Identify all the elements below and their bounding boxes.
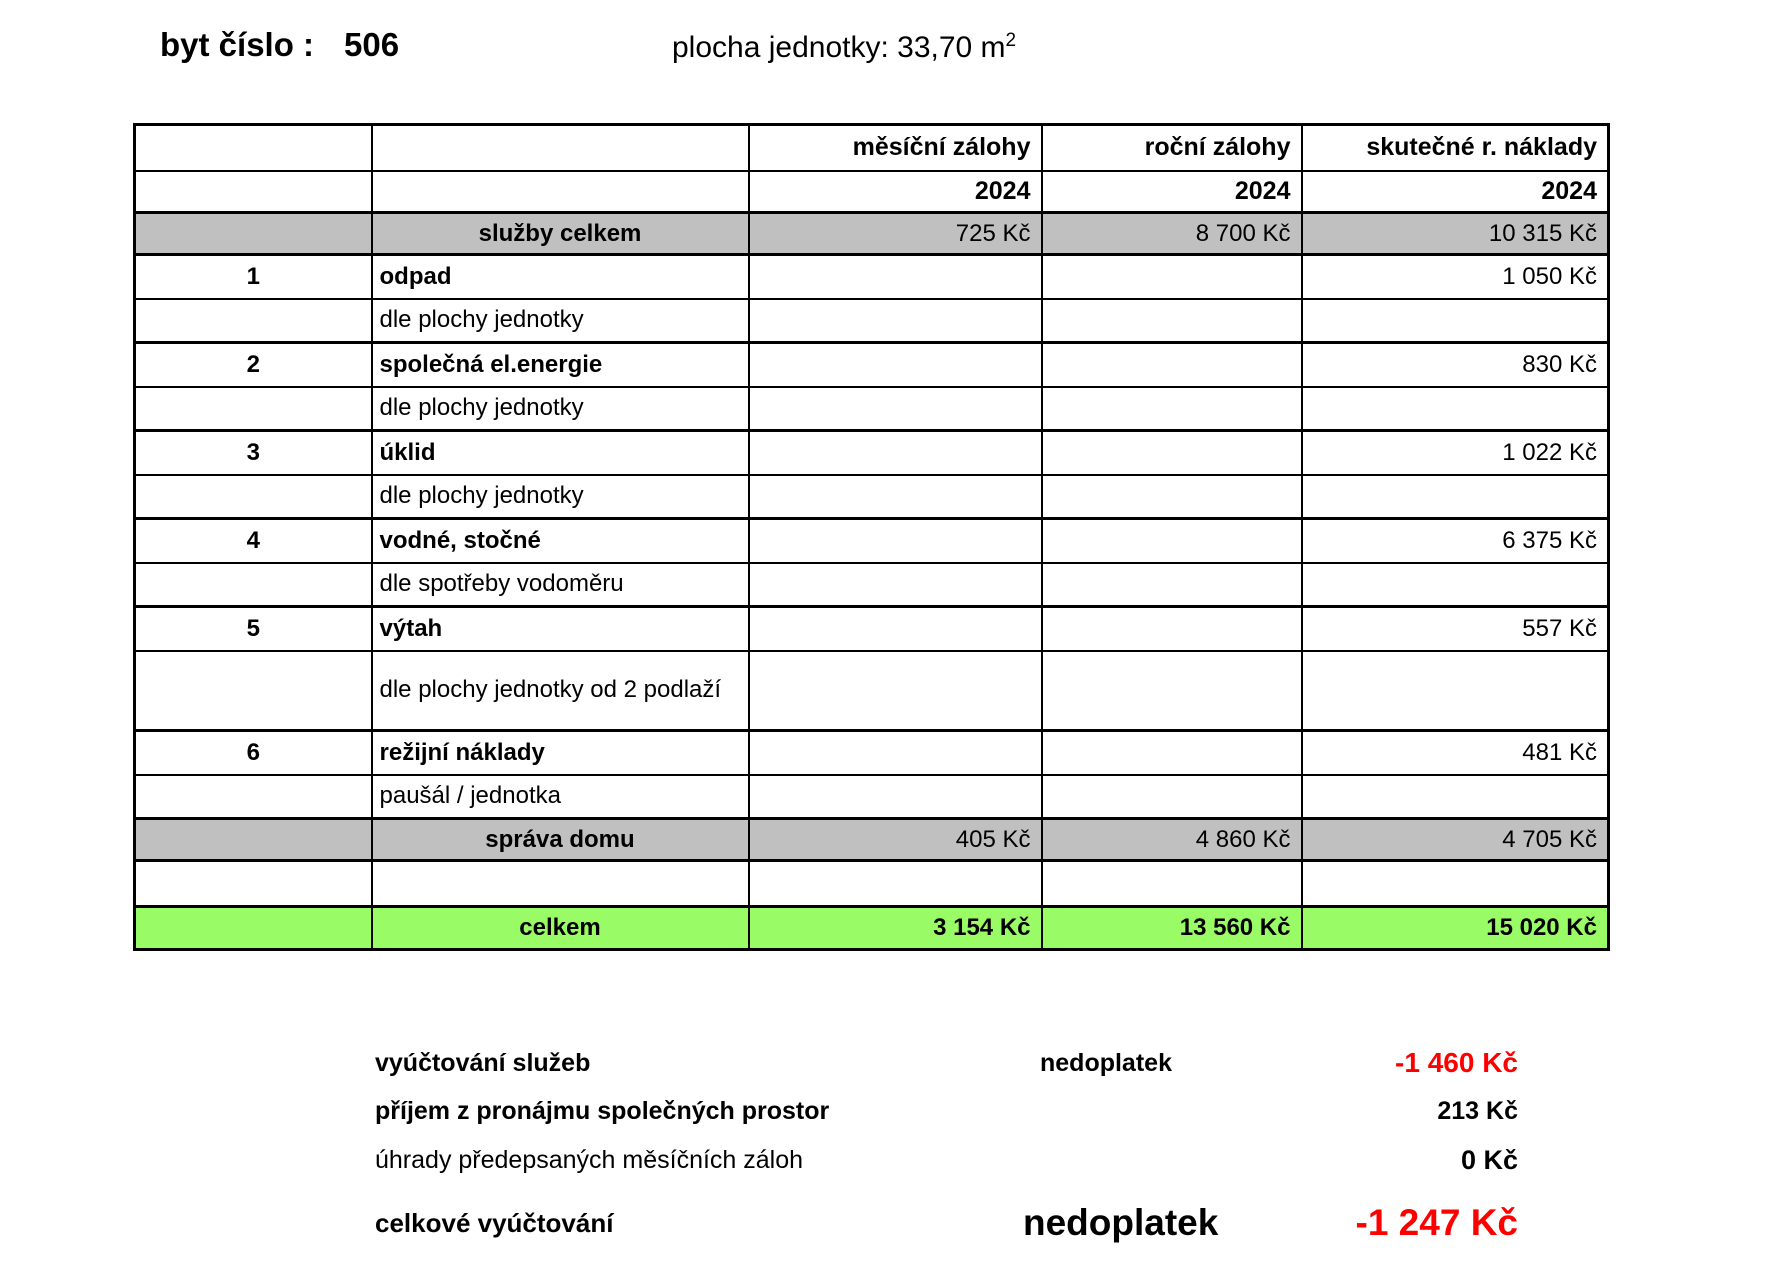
cell-r14-c4 — [1302, 775, 1609, 819]
cell-r13-c1: režijní náklady — [372, 731, 749, 775]
table-row-empty-16 — [135, 861, 1609, 907]
cell-r1-c3: 2024 — [1042, 171, 1302, 213]
table-row-item-9 — [135, 519, 1609, 563]
summary-value: 0 Kč — [1460, 1144, 1518, 1175]
page-title — [160, 26, 399, 64]
cell-r1-c1 — [372, 171, 749, 213]
summary-line-services — [375, 1040, 1518, 1086]
cell-r8-c0 — [135, 475, 372, 519]
cell-r13-c4: 481 Kč — [1302, 731, 1609, 775]
summary-value: -1 247 Kč — [1355, 1202, 1518, 1243]
cell-r13-c2 — [749, 731, 1042, 775]
cell-r7-c2 — [749, 431, 1042, 475]
cell-r12-c1: dle plochy jednotky od 2 podlaží — [372, 651, 749, 731]
cell-r0-c2: měsíční zálohy — [749, 125, 1042, 171]
table-row-desc-12 — [135, 651, 1609, 731]
cell-r17-c3: 13 560 Kč — [1042, 907, 1302, 950]
cell-r6-c4 — [1302, 387, 1609, 431]
table-row-desc-4 — [135, 299, 1609, 343]
cell-r14-c3 — [1042, 775, 1302, 819]
cell-r14-c0 — [135, 775, 372, 819]
unit-area — [672, 30, 1016, 65]
table-row-summary-2 — [135, 213, 1609, 255]
cell-r16-c3 — [1042, 861, 1302, 907]
cell-r3-c2 — [749, 255, 1042, 299]
cell-r15-c4: 4 705 Kč — [1302, 819, 1609, 861]
cell-r10-c3 — [1042, 563, 1302, 607]
cell-r13-c3 — [1042, 731, 1302, 775]
cell-r7-c3 — [1042, 431, 1302, 475]
cell-r16-c4 — [1302, 861, 1609, 907]
cell-r11-c1: výtah — [372, 607, 749, 651]
summary-line-total — [375, 1192, 1518, 1254]
cell-r6-c1: dle plochy jednotky — [372, 387, 749, 431]
settlement-summary — [375, 1040, 1518, 1261]
cell-r17-c2: 3 154 Kč — [749, 907, 1042, 950]
cell-r15-c1: správa domu — [372, 819, 749, 861]
summary-status: nedoplatek — [1023, 1202, 1219, 1243]
table-row-item-7 — [135, 431, 1609, 475]
cell-r9-c2 — [749, 519, 1042, 563]
cell-r8-c3 — [1042, 475, 1302, 519]
table-row-year-1 — [135, 171, 1609, 213]
cell-r3-c0: 1 — [135, 255, 372, 299]
cell-r4-c2 — [749, 299, 1042, 343]
cell-r1-c4: 2024 — [1302, 171, 1609, 213]
cell-r0-c0 — [135, 125, 372, 171]
cell-r7-c1: úklid — [372, 431, 749, 475]
table-row-summary-15 — [135, 819, 1609, 861]
cell-r0-c4: skutečné r. náklady — [1302, 125, 1609, 171]
cell-r3-c1: odpad — [372, 255, 749, 299]
cell-r9-c0: 4 — [135, 519, 372, 563]
cell-r6-c3 — [1042, 387, 1302, 431]
cell-r11-c4: 557 Kč — [1302, 607, 1609, 651]
unit-number: 506 — [344, 26, 400, 63]
cell-r5-c4: 830 Kč — [1302, 343, 1609, 387]
cell-r17-c0 — [135, 907, 372, 950]
cell-r5-c1: společná el.energie — [372, 343, 749, 387]
summary-line-rental-income — [375, 1088, 1518, 1134]
cell-r7-c0: 3 — [135, 431, 372, 475]
cell-r10-c2 — [749, 563, 1042, 607]
cell-r12-c4 — [1302, 651, 1609, 731]
cell-r6-c0 — [135, 387, 372, 431]
cell-r14-c1: paušál / jednotka — [372, 775, 749, 819]
summary-line-label: vyúčtování služeb — [375, 1048, 591, 1077]
cell-r0-c1 — [372, 125, 749, 171]
cell-r5-c0: 2 — [135, 343, 372, 387]
cell-r4-c4 — [1302, 299, 1609, 343]
summary-status: nedoplatek — [1040, 1048, 1172, 1077]
cell-r16-c0 — [135, 861, 372, 907]
table-row-item-11 — [135, 607, 1609, 651]
cell-r10-c1: dle spotřeby vodoměru — [372, 563, 749, 607]
cell-r1-c2: 2024 — [749, 171, 1042, 213]
table-row-item-3 — [135, 255, 1609, 299]
summary-line-label: celkové vyúčtování — [375, 1207, 614, 1238]
summary-line-label: příjem z pronájmu společných prostor — [375, 1096, 830, 1125]
table-row-desc-10 — [135, 563, 1609, 607]
cell-r9-c3 — [1042, 519, 1302, 563]
cell-r14-c2 — [749, 775, 1042, 819]
cell-r6-c2 — [749, 387, 1042, 431]
table-row-desc-8 — [135, 475, 1609, 519]
cell-r7-c4: 1 022 Kč — [1302, 431, 1609, 475]
cell-r2-c4: 10 315 Kč — [1302, 213, 1609, 255]
cell-r5-c3 — [1042, 343, 1302, 387]
summary-line-label: úhrady předepsaných měsíčních záloh — [375, 1145, 804, 1174]
cell-r4-c0 — [135, 299, 372, 343]
summary-line-prepayments — [375, 1136, 1518, 1184]
summary-value: -1 460 Kč — [1395, 1047, 1518, 1078]
cell-r3-c4: 1 050 Kč — [1302, 255, 1609, 299]
cell-r11-c3 — [1042, 607, 1302, 651]
cell-r15-c2: 405 Kč — [749, 819, 1042, 861]
cell-r15-c0 — [135, 819, 372, 861]
cell-r9-c4: 6 375 Kč — [1302, 519, 1609, 563]
table-row-item-5 — [135, 343, 1609, 387]
cell-r15-c3: 4 860 Kč — [1042, 819, 1302, 861]
cell-r1-c0 — [135, 171, 372, 213]
cell-r8-c1: dle plochy jednotky — [372, 475, 749, 519]
cell-r2-c0 — [135, 213, 372, 255]
cell-r12-c0 — [135, 651, 372, 731]
cell-r8-c4 — [1302, 475, 1609, 519]
cell-r0-c3: roční zálohy — [1042, 125, 1302, 171]
cell-r11-c2 — [749, 607, 1042, 651]
cell-r4-c1: dle plochy jednotky — [372, 299, 749, 343]
cell-r9-c1: vodné, stočné — [372, 519, 749, 563]
cell-r8-c2 — [749, 475, 1042, 519]
cell-r17-c1: celkem — [372, 907, 749, 950]
cell-r2-c3: 8 700 Kč — [1042, 213, 1302, 255]
cell-r17-c4: 15 020 Kč — [1302, 907, 1609, 950]
cell-r10-c4 — [1302, 563, 1609, 607]
cell-r3-c3 — [1042, 255, 1302, 299]
cell-r12-c2 — [749, 651, 1042, 731]
table-row-desc-6 — [135, 387, 1609, 431]
billing-table — [133, 123, 1610, 951]
table-row-total-17 — [135, 907, 1609, 950]
billing-table-body — [135, 125, 1609, 950]
cell-r4-c3 — [1042, 299, 1302, 343]
table-row-desc-14 — [135, 775, 1609, 819]
cell-r16-c2 — [749, 861, 1042, 907]
cell-r10-c0 — [135, 563, 372, 607]
table-row-item-13 — [135, 731, 1609, 775]
cell-r16-c1 — [372, 861, 749, 907]
unit-area-sup: 2 — [1005, 30, 1017, 51]
cell-r5-c2 — [749, 343, 1042, 387]
unit-area-text: plocha jednotky: 33,70 m — [672, 31, 1006, 64]
cell-r11-c0: 5 — [135, 607, 372, 651]
cell-r2-c2: 725 Kč — [749, 213, 1042, 255]
cell-r12-c3 — [1042, 651, 1302, 731]
unit-label: byt číslo : — [160, 26, 315, 63]
cell-r2-c1: služby celkem — [372, 213, 749, 255]
table-row-colhead-0 — [135, 125, 1609, 171]
cell-r13-c0: 6 — [135, 731, 372, 775]
summary-value: 213 Kč — [1437, 1096, 1518, 1125]
